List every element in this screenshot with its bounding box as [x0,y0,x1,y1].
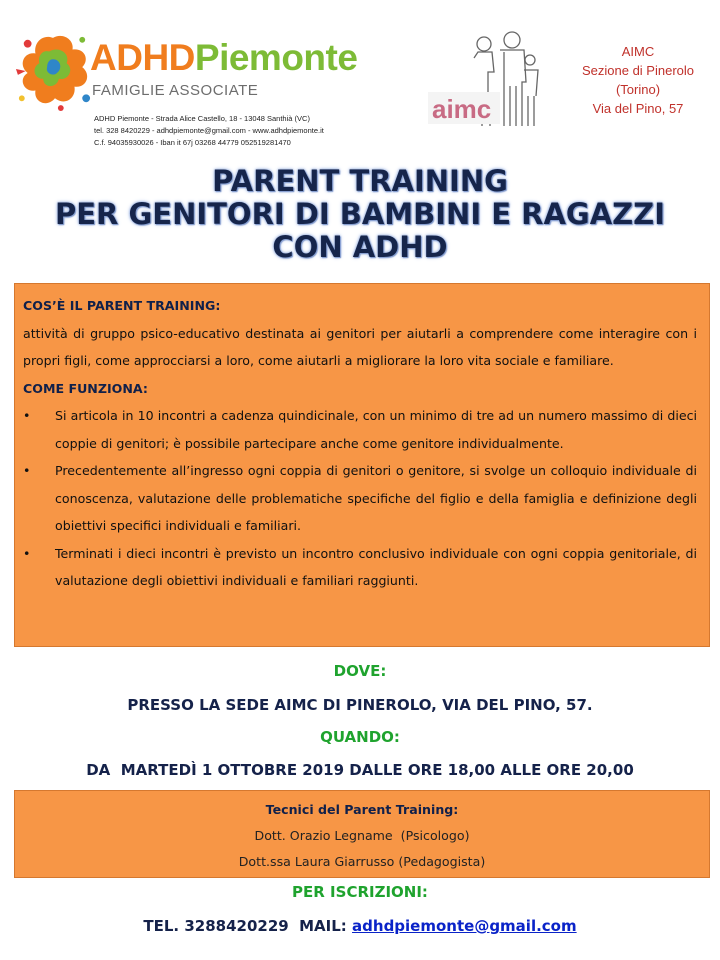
association-fiscal-info: C.f. 94035930026 - Iban it 67j 03268 44779 052519281470 [94,138,291,147]
technician-name: Dott. Orazio Legname (Psicologo) [254,828,470,843]
technician-name: Dott.ssa Laura Giarrusso (Pedagogista) [238,854,486,869]
aimc-section-info [565,42,711,118]
aimc-line: Via del Pino, 57 [592,101,684,116]
list-item [23,540,697,595]
aimc-line: AIMC [621,44,655,59]
where-text: PRESSO LA SEDE AIMC DI PINEROLO, VIA DEL PINO, 57. [127,696,593,714]
aimc-logo [410,26,550,134]
aimc-logo-text: aimc [432,94,492,124]
aimc-line: Sezione di Pinerolo [581,63,695,78]
signup-label: PER ISCRIZIONI: [292,883,428,901]
bullet-icon: • [23,545,31,561]
bullet-icon: • [23,408,31,423]
when-text: DA MARTEDÌ 1 OTTOBRE 2019 DALLE ORE 18,00 ALLE ORE 20,00 [86,761,634,779]
technicians-box [14,790,710,878]
page-title [0,165,720,264]
bullet-icon: • [23,463,31,478]
email-link[interactable]: adhdpiemonte@gmail.com [352,917,577,935]
association-address: ADHD Piemonte - Strada Alice Castello, 18 - 13048 Santhià (VC) [94,114,310,123]
paint-splash-logo-icon [14,30,92,112]
bullet-text: Si articola in 10 incontri a cadenza quindicinale, con un minimo di tre ad un numero massimo di dieci coppie di genitori; è possibile partecipare anche come genitore individualmente. [55,408,697,451]
aimc-family-icon [410,26,550,134]
signup-tel: TEL. 3288420229 MAIL: [143,917,353,935]
what-title: COS’È IL PARENT TRAINING: [23,298,221,313]
info-content [23,292,697,595]
title-line: PER GENITORI DI BAMBINI E RAGAZZI [54,197,665,231]
brand-name: ADHDPiemonte [90,37,358,78]
where-label: DOVE: [333,662,387,680]
list-item [23,402,697,457]
signup-contacts [0,917,720,935]
title-line: CON ADHD [272,230,448,264]
association-contacts: tel. 328 8420229 - adhdpiemonte@gmail.com - www.adhdpiemonte.it [94,126,324,135]
when-label: QUANDO: [320,728,400,746]
bullet-text: Terminati i dieci incontri è previsto un incontro conclusivo individuale con ogni coppia genitoriale, di valutazione degli obiettivi individuali e familiari raggiunti. [55,545,697,588]
brand-subtitle: FAMIGLIE ASSOCIATE [92,82,259,99]
list-item [23,457,697,540]
bullet-text: Precedentemente all’ingresso ogni coppia di genitori o genitore, si svolge un colloquio individuale di conoscenza, valutazione delle problematiche specifiche del figlio e della famiglia e definizione degli obiettivi specifici individuali e familiari. [55,463,697,533]
adhd-piemonte-logo-block [14,24,394,154]
info-box [14,283,710,647]
title-line: PARENT TRAINING [212,164,508,198]
what-text: attività di gruppo psico-educativo destinata ai genitori per aiutarli a comprendere come interagire con i propri figli, come approcciarsi a loro, come aiutarli a migliorare la loro vita sociale e familiare. [23,325,697,368]
aimc-line: (Torino) [615,82,661,97]
technicians-title: Tecnici del Parent Training: [265,802,459,817]
how-title: COME FUNZIONA: [23,380,148,396]
